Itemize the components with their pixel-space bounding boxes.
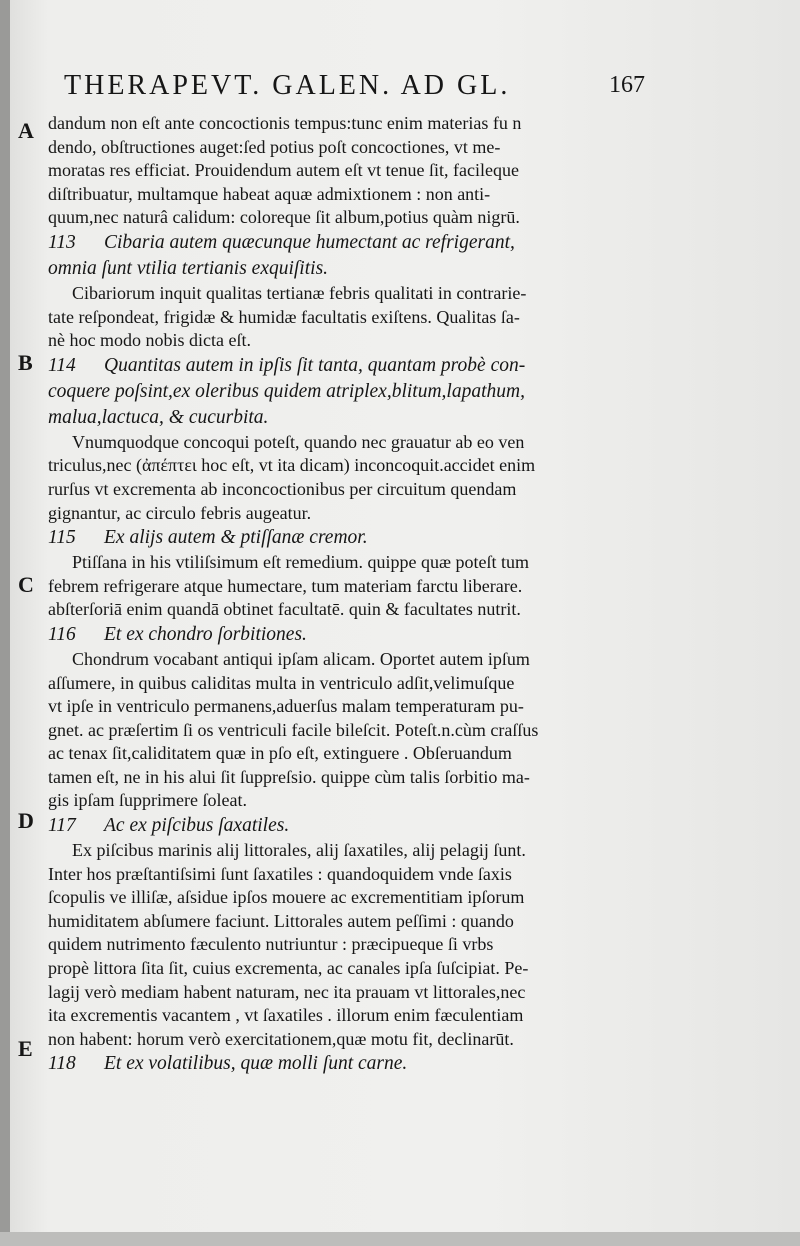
text-line: humiditatem abſumere faciunt. Littorales autem peſſimi : quando bbox=[48, 910, 514, 931]
aphorism-heading bbox=[48, 1051, 668, 1077]
aphorism-text: Et ex volatilibus, quæ molli ſunt carne. bbox=[104, 1053, 408, 1075]
text-line: non habent: horum verò exercitationem,quæ motu fit, declinarūt. bbox=[48, 1028, 514, 1049]
text-line: gignantur, ac circulo febris augeatur. bbox=[48, 502, 312, 523]
text-line: Ex piſcibus marinis alij littorales, alij ſaxatiles, alij pelagij ſunt. bbox=[72, 840, 526, 861]
text-line: rurſus vt excrementa ab inconcoctionibus per circuitum quendam bbox=[48, 478, 517, 499]
text-line: diſtribuatur, multamque habeat aquæ admixtionem : non anti- bbox=[48, 183, 491, 204]
text-line: dendo, obſtructiones auget:ſed potius poſt concoctiones, vt me- bbox=[48, 136, 501, 157]
text-line: febrem refrigerare atque humectare, tum materiam farctu liberare. bbox=[48, 575, 523, 596]
text-line: ita excrementis vacantem , vt ſaxatiles . illorum enim fæculentiam bbox=[48, 1005, 524, 1026]
text-line: gis ipſam ſupprimere ſoleat. bbox=[48, 790, 247, 811]
text-line: Cibariorum inquit qualitas tertianæ febris qualitati in contrarie- bbox=[72, 282, 527, 303]
aphorism-heading bbox=[48, 353, 668, 379]
aphorism-heading bbox=[48, 622, 668, 648]
margin-letter-b: B bbox=[18, 350, 33, 375]
aphorism-heading bbox=[48, 813, 668, 839]
aphorism-text: Et ex chondro ſorbitiones. bbox=[104, 623, 307, 645]
text-line: gnet. ac præſertim ſi os ventriculi facile bileſcit. Poteſt.n.cùm craſſus bbox=[48, 719, 539, 740]
text-column bbox=[48, 112, 668, 1077]
text-line: Vnumquodque concoqui poteſt, quando nec grauatur ab eo ven bbox=[72, 431, 525, 452]
text-line: moratas res efficiat. Prouidendum autem eſt vt tenue ſit, facileque bbox=[48, 160, 520, 181]
page-left-edge bbox=[0, 0, 10, 1246]
text-line: quum,nec naturâ calidum: coloreque ſit album,potius quàm nigrū. bbox=[48, 207, 520, 228]
text-line: ac tenax ſit,caliditatem quæ in pſo eſt, extinguere . Obſeruandum bbox=[48, 743, 512, 764]
text-line: Inter hos præſtantiſsimi ſunt ſaxatiles : quandoquidem vnde ſaxis bbox=[48, 863, 512, 884]
text-line: triculus,nec (ἀπέπτει hoc eſt, vt ita dicam) inconcoquit.accidet enim bbox=[48, 455, 536, 476]
aphorism-text: Quantitas autem in ipſis ſit tanta, quantam probè con- bbox=[104, 354, 526, 376]
text-line: propè littora ſita ſit, cuius excrementa, ac canales ipſa ſuſcipiat. Pe- bbox=[48, 958, 529, 979]
aphorism-text: Ex alijs autem & ptiſſanæ cremor. bbox=[104, 527, 368, 549]
section-number: 115 bbox=[48, 527, 76, 549]
text-line: Ptiſſana in his vtiliſsimum eſt remedium. quippe quæ poteſt tum bbox=[72, 552, 529, 573]
margin-letter-c: C bbox=[18, 572, 34, 597]
aphorism-text: malua,lactuca, & cucurbita. bbox=[48, 406, 269, 428]
section-number: 118 bbox=[48, 1053, 76, 1075]
text-line: Chondrum vocabant antiqui ipſam alicam. Oportet autem ipſum bbox=[72, 648, 530, 669]
page-bottom-edge bbox=[0, 1232, 800, 1246]
margin-letter-d: D bbox=[18, 808, 34, 833]
text-line: lagij verò mediam habent naturam, nec ita prauam vt littorales,nec bbox=[48, 981, 526, 1002]
section-number: 114 bbox=[48, 354, 76, 376]
text-line: vt ipſe in ventriculo permanens,aduerſus malam temperaturam pu- bbox=[48, 696, 524, 717]
text-line: quidem nutrimento fæculento nutriuntur : præcipueque ſi vrbs bbox=[48, 934, 494, 955]
section-number: 113 bbox=[48, 231, 76, 253]
aphorism-text: coquere poſsint,ex oleribus quidem atriplex,blitum,lapathum, bbox=[48, 380, 525, 402]
section-number: 116 bbox=[48, 623, 76, 645]
aphorism-heading bbox=[48, 525, 668, 551]
margin-letter-a: A bbox=[18, 118, 34, 143]
section-number: 117 bbox=[48, 815, 76, 837]
text-line: tate reſpondeat, frigidæ & humidæ facultatis exiſtens. Qualitas ſa- bbox=[48, 306, 520, 327]
folio-number: 167 bbox=[609, 72, 645, 98]
aphorism-text: omnia ſunt vtilia tertianis exquiſitis. bbox=[48, 257, 329, 279]
text-line: abſterſoriā enim quandā obtinet facultatē. quin & facultates nutrit. bbox=[48, 599, 521, 620]
margin-letter-e: E bbox=[18, 1036, 33, 1061]
text-line: tamen eſt, ne in his alui ſit ſuppreſsio. quippe cùm talis ſorbitio ma- bbox=[48, 766, 530, 787]
running-title: THERAPEVT. GALEN. AD GL. bbox=[64, 70, 511, 101]
text-line: dandum non eſt ante concoctionis tempus:tunc enim materias fu n bbox=[48, 113, 522, 133]
aphorism-text: Ac ex piſcibus ſaxatiles. bbox=[104, 815, 290, 837]
text-line: ſcopulis ve illiſæ, aſsidue ipſos mouere ac excrementitiam ipſorum bbox=[48, 887, 525, 908]
text-line: nè hoc modo nobis dicta eſt. bbox=[48, 330, 251, 351]
aphorism-text: Cibaria autem quæcunque humectant ac refrigerant, bbox=[104, 231, 515, 253]
page-header bbox=[64, 70, 664, 104]
aphorism-heading bbox=[48, 230, 668, 256]
text-line: aſſumere, in quibus caliditas multa in ventriculo adſit,velimuſque bbox=[48, 672, 515, 693]
